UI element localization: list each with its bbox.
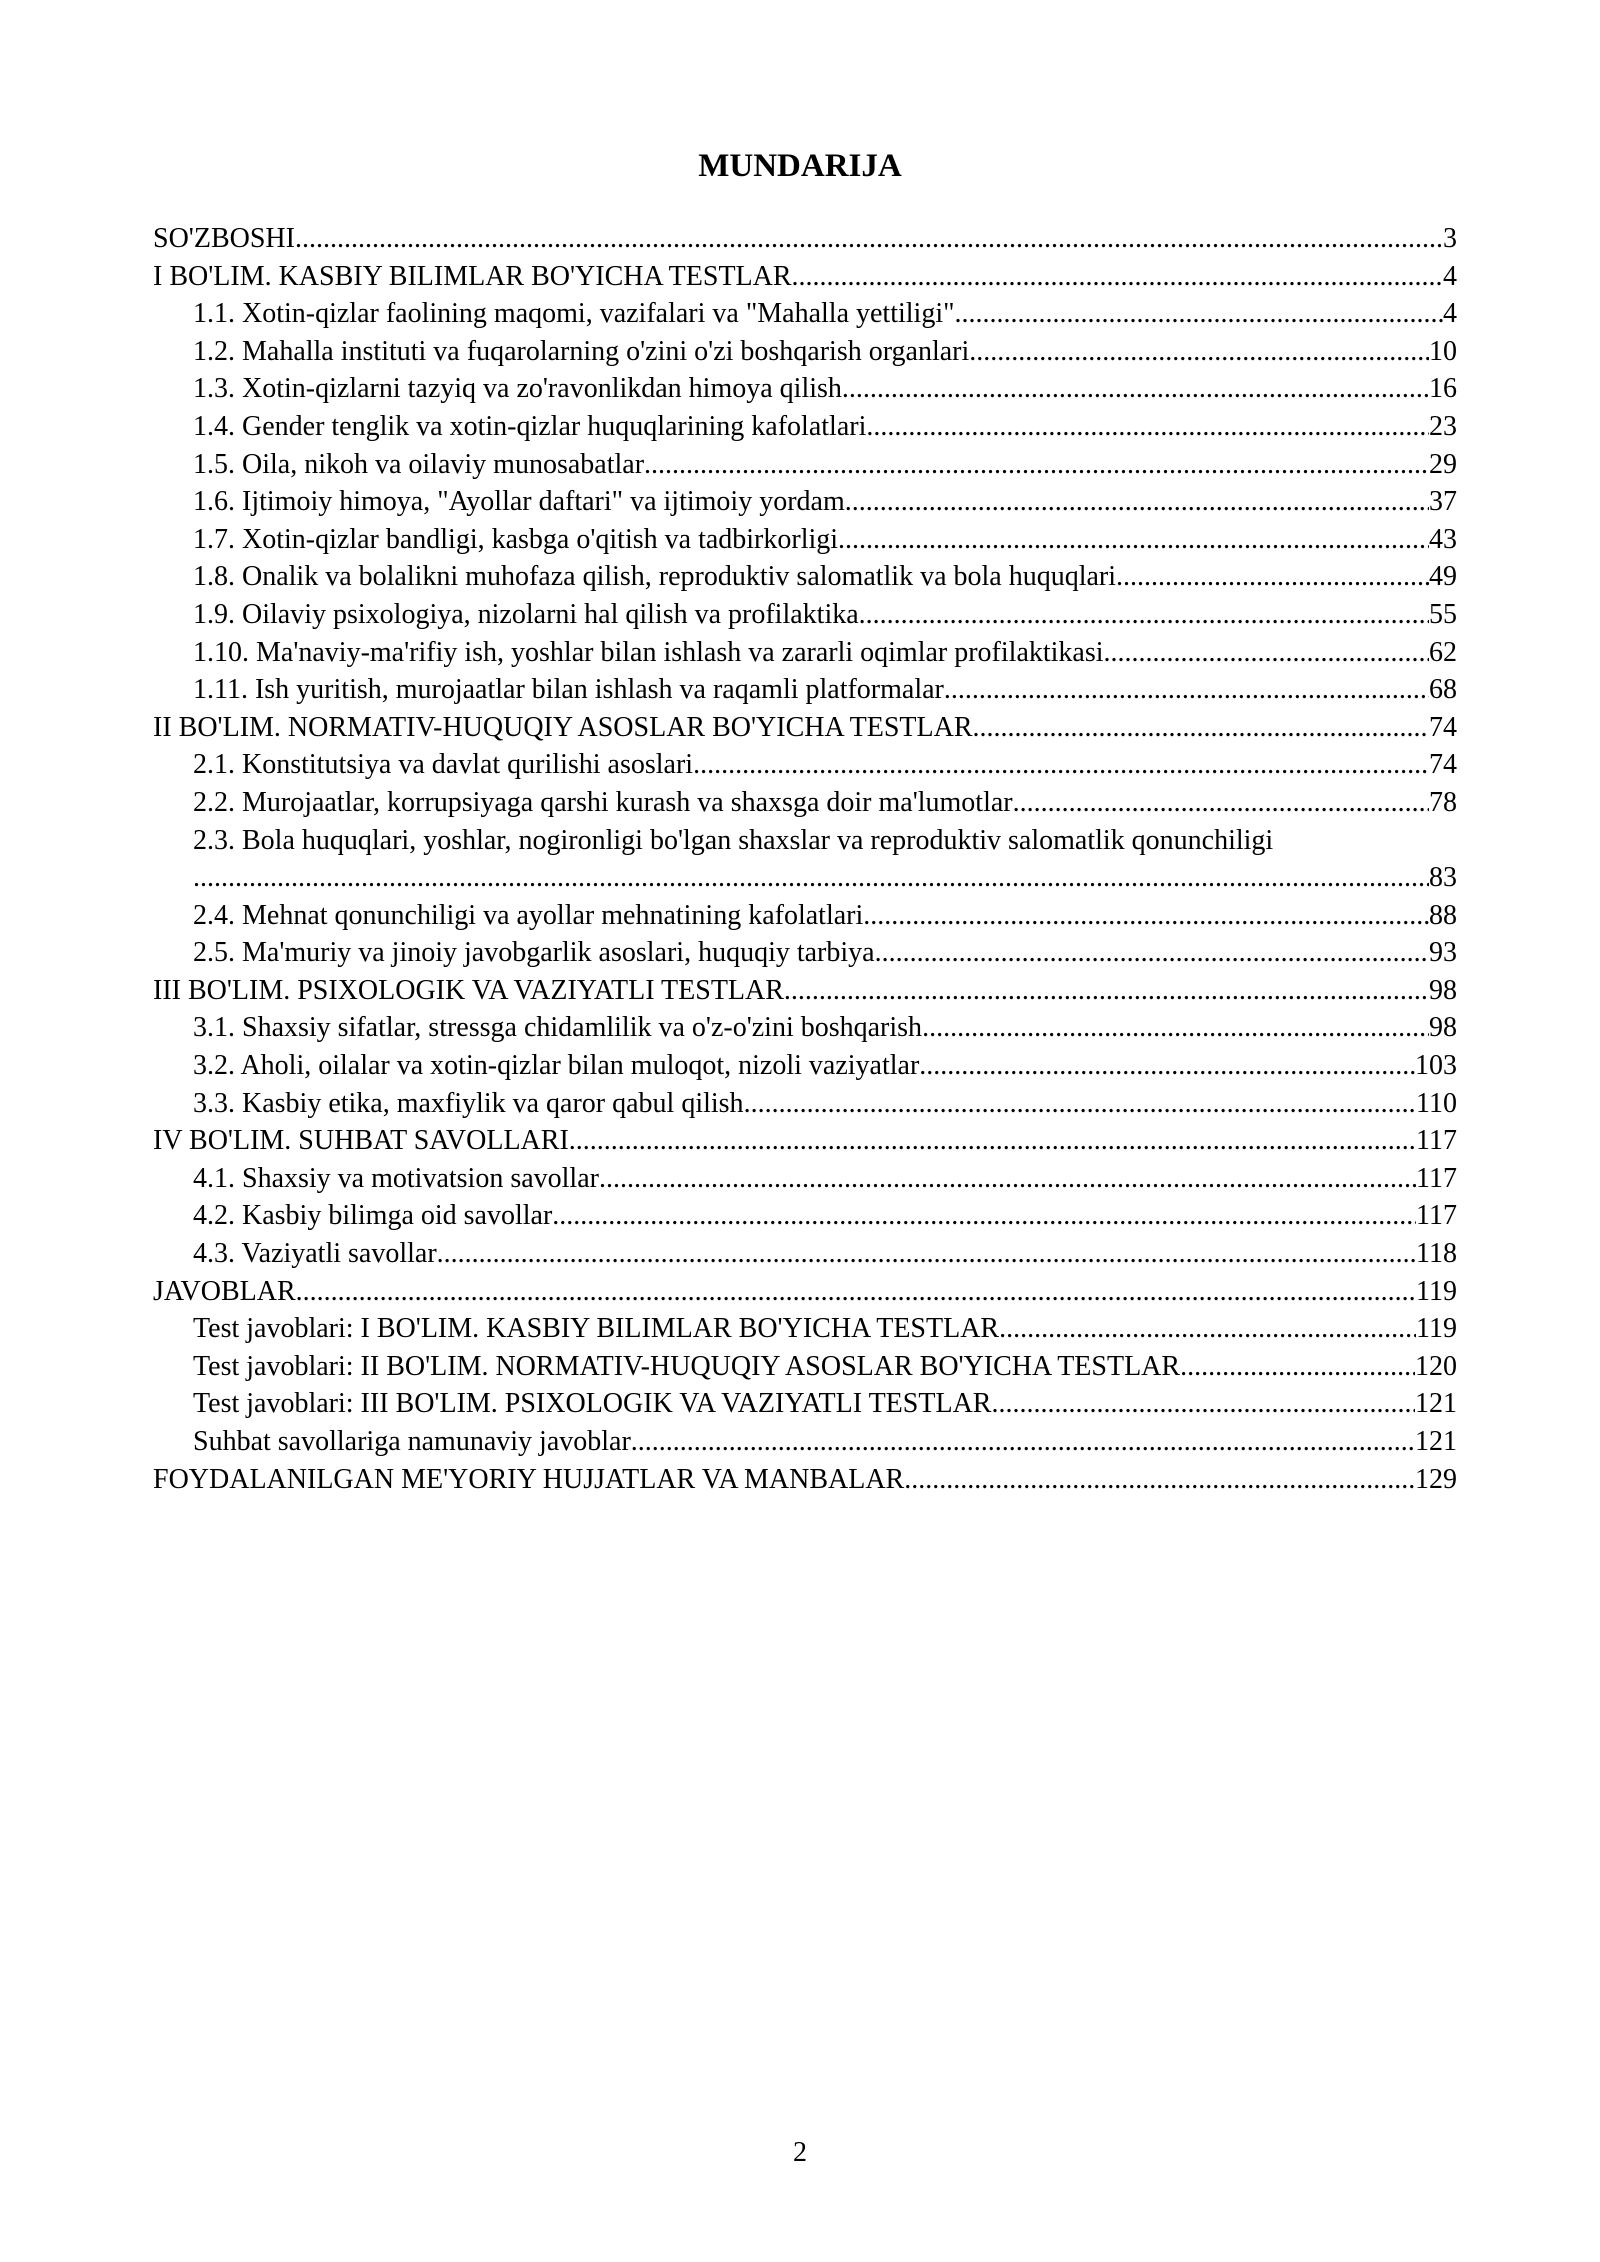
toc-dot-leader <box>859 596 1429 634</box>
toc-page-number: 10 <box>1429 335 1457 367</box>
toc-dot-leader <box>644 446 1429 484</box>
toc-dot-leader <box>863 897 1429 935</box>
toc-entry-title: 3.2. Aholi, oilalar va xotin-qizlar bilan muloqot, nizoli vaziyatlar <box>193 1050 920 1082</box>
toc-subsection-entry[interactable] <box>153 1047 1457 1085</box>
toc-dot-leader <box>295 220 1443 258</box>
toc-section-entry[interactable] <box>153 1461 1457 1499</box>
toc-page-number: 43 <box>1429 523 1457 555</box>
toc-entry-title: I BO'LIM. KASBIY BILIMLAR BO'YICHA TESTLAR <box>153 260 792 292</box>
toc-subsection-entry[interactable] <box>153 558 1457 596</box>
toc-dot-leader <box>599 1160 1416 1198</box>
toc-page-number: 37 <box>1429 486 1457 518</box>
toc-page-number: 98 <box>1429 1012 1457 1044</box>
toc-section-entry[interactable] <box>153 709 1457 747</box>
toc-page-number: 29 <box>1429 448 1457 480</box>
toc-entry-title: 1.3. Xotin-qizlarni tazyiq va zo'ravonlikdan himoya qilish <box>193 373 842 405</box>
toc-page-number: 3 <box>1443 223 1457 254</box>
toc-entry-title: 1.4. Gender tenglik va xotin-qizlar huquqlarining kafolatlari <box>193 410 867 442</box>
toc-page-number: 68 <box>1429 674 1457 706</box>
toc-subsection-entry[interactable] <box>153 446 1457 484</box>
toc-entry-title: 4.2. Kasbiy bilimga oid savollar <box>193 1200 553 1232</box>
toc-dot-leader <box>1116 558 1429 596</box>
table-of-contents <box>153 220 1457 1498</box>
toc-subsection-entry[interactable] <box>153 1085 1457 1123</box>
toc-page-number: 83 <box>1429 862 1457 894</box>
toc-page-number: 121 <box>1415 1388 1457 1420</box>
toc-entry-title: 1.6. Ijtimoiy himoya, "Ayollar daftari" va ijtimoiy yordam <box>193 486 845 518</box>
toc-subsection-entry[interactable] <box>153 784 1457 822</box>
toc-page-number: 119 <box>1416 1313 1457 1345</box>
toc-subsection-entry[interactable] <box>153 521 1457 559</box>
toc-subsection-entry[interactable] <box>153 370 1457 408</box>
toc-page-number: 119 <box>1416 1275 1457 1307</box>
toc-subsection-entry[interactable] <box>153 333 1457 371</box>
toc-page-number: 93 <box>1429 937 1457 969</box>
toc-subsection-entry[interactable] <box>153 746 1457 784</box>
toc-subsection-entry[interactable] <box>153 1197 1457 1235</box>
toc-entry-title: 1.8. Onalik va bolalikni muhofaza qilish, reproduktiv salomatlik va bola huquqlari <box>193 561 1117 593</box>
toc-subsection-entry[interactable] <box>153 596 1457 634</box>
toc-dot-leader <box>784 972 1429 1010</box>
toc-entry-title: 1.5. Oila, nikoh va oilaviy munosabatlar <box>193 448 645 480</box>
toc-entry-title: 2.2. Murojaatlar, korrupsiyaga qarshi kurash va shaxsga doir ma'lumotlar <box>193 786 1013 818</box>
toc-dot-leader <box>999 1310 1416 1348</box>
toc-dot-leader <box>693 746 1429 784</box>
toc-subsection-entry[interactable] <box>153 295 1457 333</box>
toc-dot-leader <box>919 1047 1415 1085</box>
toc-dot-leader <box>838 521 1429 559</box>
toc-subsection-entry[interactable] <box>153 634 1457 672</box>
toc-entry-title: 1.7. Xotin-qizlar bandligi, kasbga o'qitish va tadbirkorligi <box>193 523 839 555</box>
toc-entry-title: IV BO'LIM. SUHBAT SAVOLLARI <box>153 1125 569 1157</box>
toc-page-number: 120 <box>1415 1350 1457 1382</box>
toc-dot-leader <box>631 1423 1415 1461</box>
toc-dot-leader <box>792 258 1443 296</box>
toc-section-entry[interactable] <box>153 258 1457 296</box>
toc-dot-leader <box>193 859 1429 897</box>
toc-entry-title: 1.10. Ma'naviy-ma'rifiy ish, yoshlar bilan ishlash va zararli oqimlar profilaktikasi <box>193 636 1104 668</box>
toc-entry-title: 1.2. Mahalla instituti va fuqarolarning o'zini o'zi boshqarish organlari <box>193 335 970 367</box>
toc-dot-leader <box>922 1009 1429 1047</box>
toc-dot-leader <box>875 934 1429 972</box>
toc-dot-leader <box>973 709 1429 747</box>
toc-page-number: 4 <box>1443 260 1457 292</box>
toc-dot-leader <box>955 295 1443 333</box>
toc-entry-title: Suhbat savollariga namunaviy javoblar <box>193 1426 631 1457</box>
toc-page-number: 62 <box>1429 636 1457 668</box>
toc-entry-title: Test javoblari: III BO'LIM. PSIXOLOGIK VA VAZIYATLI TESTLAR <box>193 1388 992 1420</box>
toc-page-number: 121 <box>1415 1426 1457 1457</box>
toc-page-number: 110 <box>1416 1087 1457 1119</box>
toc-entry-title: III BO'LIM. PSIXOLOGIK VA VAZIYATLI TESTLAR <box>153 974 784 1006</box>
toc-entry-title: 4.1. Shaxsiy va motivatsion savollar <box>193 1162 599 1194</box>
toc-page-number: 23 <box>1429 410 1457 442</box>
toc-page-number: 98 <box>1429 974 1457 1006</box>
toc-dot-leader <box>866 408 1429 446</box>
toc-entry-title: 2.1. Konstitutsiya va davlat qurilishi asoslari <box>193 749 694 781</box>
toc-entry-title: SO'ZBOSHI <box>153 223 295 254</box>
toc-page-number: 103 <box>1415 1050 1457 1082</box>
toc-page-number: 88 <box>1429 899 1457 931</box>
page-number: 2 <box>793 2137 807 2168</box>
toc-entry-title: II BO'LIM. NORMATIV-HUQUQIY ASOSLAR BO'YICHA TESTLAR <box>153 711 973 743</box>
toc-subsection-entry[interactable] <box>153 1235 1457 1273</box>
toc-dot-leader <box>845 483 1429 521</box>
toc-page-number: 74 <box>1429 711 1457 743</box>
toc-page-number: 117 <box>1416 1200 1457 1232</box>
toc-page-number: 78 <box>1429 786 1457 818</box>
toc-dot-leader <box>569 1122 1416 1160</box>
toc-section-entry[interactable] <box>153 1122 1457 1160</box>
toc-page-number: 16 <box>1429 373 1457 405</box>
toc-subsection-entry[interactable] <box>153 1348 1457 1386</box>
toc-dot-leader <box>969 333 1429 371</box>
toc-entry-title: Test javoblari: I BO'LIM. KASBIY BILIMLAR BO'YICHA TESTLAR <box>193 1313 1000 1345</box>
toc-subsection-entry[interactable] <box>153 408 1457 446</box>
toc-entry-title: 1.9. Oilaviy psixologiya, nizolarni hal qilish va profilaktika <box>193 598 859 630</box>
toc-section-entry[interactable] <box>153 220 1457 258</box>
toc-dot-leader <box>991 1385 1415 1423</box>
toc-page-number: 55 <box>1429 598 1457 630</box>
toc-entry-title: 3.1. Shaxsiy sifatlar, stressga chidamlilik va o'z-o'zini boshqarish <box>193 1012 923 1044</box>
toc-dot-leader <box>437 1235 1416 1273</box>
toc-dot-leader <box>552 1197 1416 1235</box>
toc-dot-leader <box>1180 1348 1415 1386</box>
toc-entry-title: 2.4. Mehnat qonunchiligi va ayollar mehnatining kafolatlari <box>193 899 864 931</box>
toc-subsection-entry[interactable] <box>153 671 1457 709</box>
toc-dot-leader <box>744 1085 1416 1123</box>
toc-dot-leader <box>1104 634 1429 672</box>
toc-subsection-entry[interactable] <box>153 1160 1457 1198</box>
toc-subsection-entry[interactable] <box>153 1385 1457 1423</box>
toc-entry-title: Test javoblari: II BO'LIM. NORMATIV-HUQUQIY ASOSLAR BO'YICHA TESTLAR <box>193 1350 1181 1382</box>
toc-dot-leader <box>904 1461 1415 1499</box>
toc-subsection-entry[interactable] <box>153 1310 1457 1348</box>
toc-dot-leader <box>842 370 1429 408</box>
toc-entry-title: 1.1. Xotin-qizlar faolining maqomi, vazifalari va "Mahalla yettiligi" <box>193 298 955 330</box>
toc-dot-leader <box>296 1273 1416 1311</box>
toc-subsection-entry[interactable] <box>153 483 1457 521</box>
toc-page-number: 74 <box>1429 749 1457 781</box>
toc-subsection-entry[interactable] <box>153 822 1457 897</box>
toc-page-number: 118 <box>1416 1238 1457 1270</box>
toc-entry-title: 2.3. Bola huquqlari, yoshlar, nogironligi bo'lgan shaxslar va reproduktiv salomatlik qonunchiligi <box>193 824 1274 856</box>
toc-dot-leader <box>1013 784 1429 822</box>
toc-subsection-entry[interactable] <box>153 1423 1457 1461</box>
toc-entry-title: JAVOBLAR <box>153 1275 296 1307</box>
toc-page-number: 117 <box>1416 1125 1457 1157</box>
toc-page-number: 4 <box>1443 298 1457 330</box>
toc-entry-title: FOYDALANILGAN ME'YORIY HUJJATLAR VA MANBALAR <box>153 1463 905 1495</box>
toc-subsection-entry[interactable] <box>153 934 1457 972</box>
toc-section-entry[interactable] <box>153 1273 1457 1311</box>
toc-page-number: 129 <box>1415 1463 1457 1495</box>
toc-entry-title: 3.3. Kasbiy etika, maxfiylik va qaror qabul qilish <box>193 1087 744 1119</box>
toc-page-number: 49 <box>1429 561 1457 593</box>
toc-dot-leader <box>944 671 1429 709</box>
toc-subsection-entry[interactable] <box>153 1009 1457 1047</box>
toc-entry-title: 2.5. Ma'muriy va jinoiy javobgarlik asoslari, huquqiy tarbiya <box>193 937 875 969</box>
toc-entry-title: 4.3. Vaziyatli savollar <box>193 1238 437 1270</box>
toc-subsection-entry[interactable] <box>153 897 1457 935</box>
page-title: MUNDARIJA <box>698 148 902 184</box>
toc-page-number: 117 <box>1416 1162 1457 1194</box>
toc-entry-title: 1.11. Ish yuritish, murojaatlar bilan ishlash va raqamli platformalar <box>193 674 944 706</box>
toc-section-entry[interactable] <box>153 972 1457 1010</box>
